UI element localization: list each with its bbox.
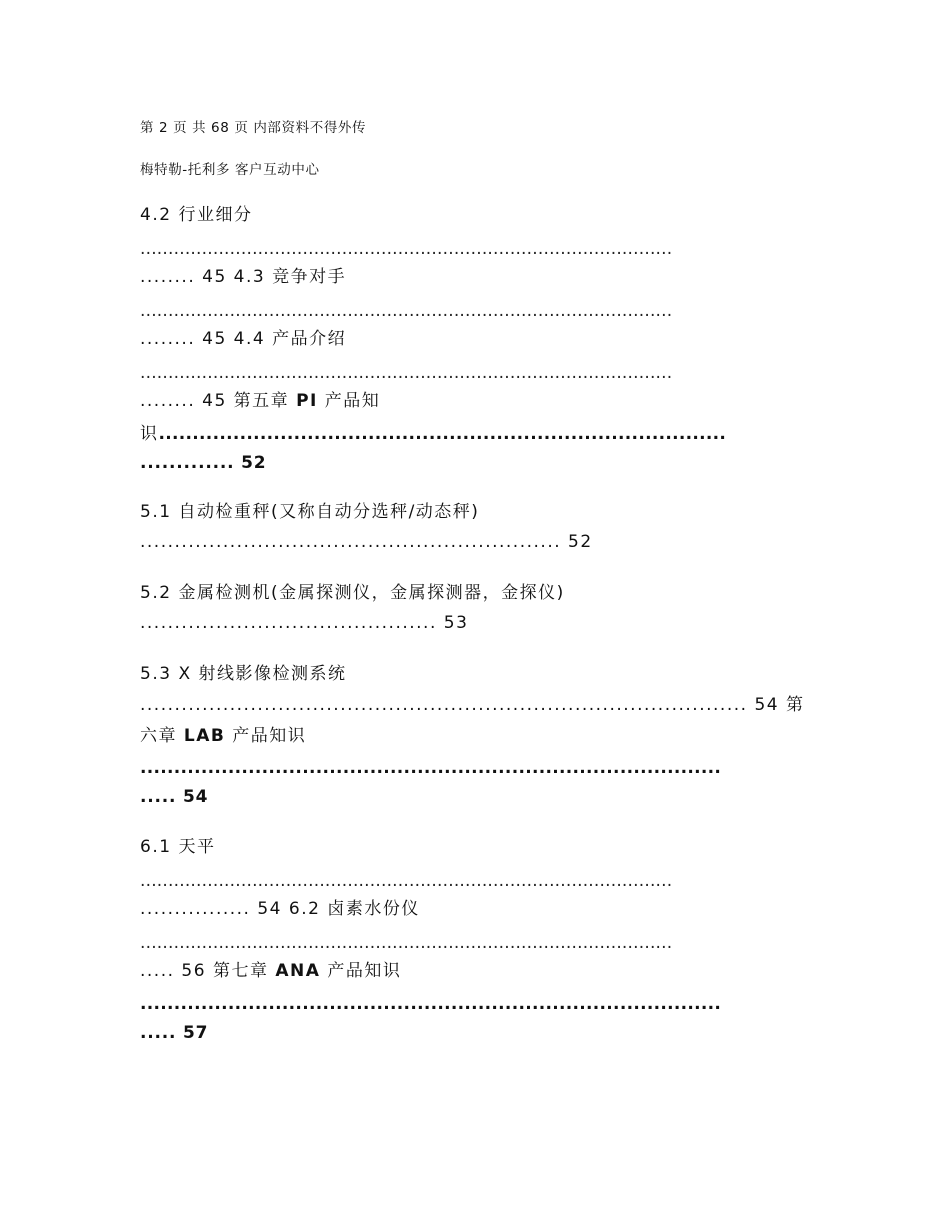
- toc-leader-dots: ...............................................................................................: [140, 363, 673, 383]
- toc-entry-chapter-6: [140, 725, 306, 747]
- toc-entry-5-2: 5.2 金属检测机(金属探测仪，金属探测器，金探仪): [140, 583, 565, 603]
- toc-entry-4-2: 4.2 行业细分: [140, 205, 253, 225]
- toc-leader-dots: ......................................................................................: [140, 758, 722, 778]
- toc-text: ........ 45 第五章: [140, 391, 297, 411]
- toc-leader-dots: ......................................................................................: [140, 994, 722, 1014]
- toc-leader-dots: ........................................................................................ 54 第: [140, 695, 805, 715]
- toc-leader-dots: ........................................... 53: [140, 613, 469, 633]
- header-company: 梅特勒-托利多 客户互动中心: [140, 162, 320, 178]
- toc-text: 产品知识: [320, 961, 402, 981]
- toc-page-number: ............. 52: [140, 453, 267, 473]
- toc-entry-6-2: ................ 54 6.2 卤素水份仪: [140, 899, 420, 919]
- toc-leader-dots: ....................................................................................: [158, 424, 727, 444]
- toc-text: ..... 56 第七章: [140, 961, 276, 981]
- toc-entry-6-1: 6.1 天平: [140, 837, 216, 857]
- toc-leader-dots: ...............................................................................................: [140, 301, 673, 321]
- toc-leader-dots: ...............................................................................................: [140, 239, 673, 259]
- toc-bold-text: ANA: [275, 961, 321, 981]
- toc-entry-chapter-5-cont: [140, 423, 726, 445]
- header-page-info: 第 2 页 共 68 页 内部资料不得外传: [140, 120, 367, 136]
- toc-leader-dots: ............................................................. 52: [140, 532, 593, 552]
- toc-page-number: ..... 57: [140, 1023, 209, 1043]
- toc-bold-text: PI: [296, 391, 318, 411]
- toc-text: 产品知识: [225, 726, 307, 746]
- toc-entry-chapter-7: [140, 960, 401, 982]
- toc-entry-chapter-5: [140, 390, 380, 412]
- toc-entry-5-3: 5.3 X 射线影像检测系统: [140, 664, 347, 684]
- toc-bold-text: LAB: [183, 726, 226, 746]
- toc-page-number: ..... 54: [140, 787, 209, 807]
- toc-leader-dots: ...............................................................................................: [140, 871, 673, 891]
- toc-entry-5-1: 5.1 自动检重秤(又称自动分选秤/动态秤): [140, 502, 480, 522]
- toc-text: 识: [140, 424, 159, 444]
- toc-text: 六章: [140, 726, 184, 746]
- toc-entry-4-3: ........ 45 4.3 竞争对手: [140, 267, 347, 287]
- toc-text: 产品知: [317, 391, 381, 411]
- toc-entry-4-4: ........ 45 4.4 产品介绍: [140, 329, 347, 349]
- toc-leader-dots: ...............................................................................................: [140, 933, 673, 953]
